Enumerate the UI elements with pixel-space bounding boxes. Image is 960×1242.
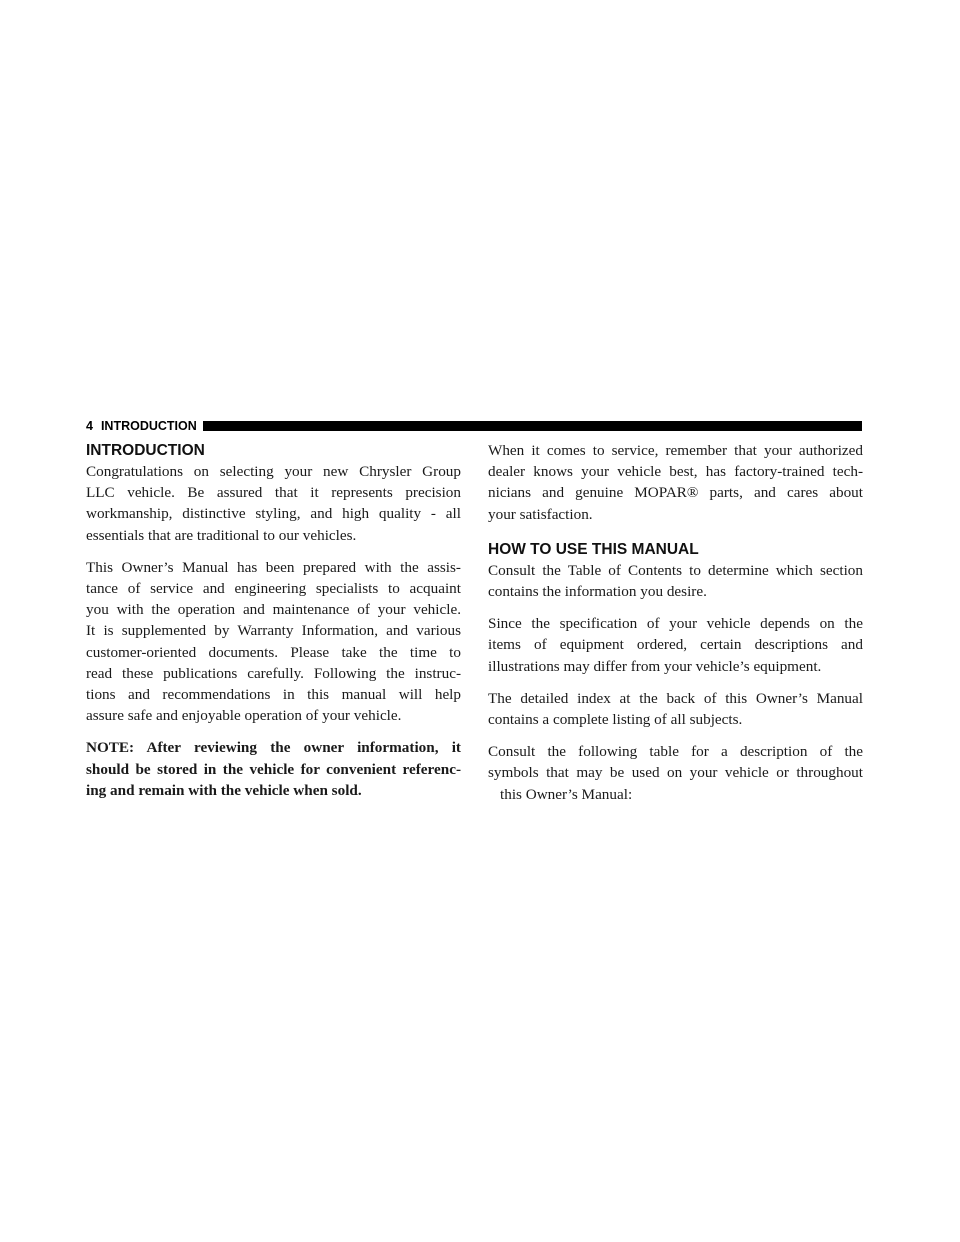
index-paragraph: The detailed index at the back of this Owner’s Manual contains a complete listing of all subjects. xyxy=(488,689,863,729)
left-column xyxy=(86,440,461,812)
service-paragraph: When it comes to service, remember that your authorized dealer knows your vehicle best, has factory-trained tech- nicians and genuine MOPAR® parts, and cares about your satisfaction. xyxy=(488,442,863,523)
specification-paragraph: Since the specification of your vehicle depends on the items of equipment ordered, certain descriptions and illustrations may differ from your vehicle’s equipment. xyxy=(488,615,863,675)
toc-paragraph: Consult the Table of Contents to determine which section contains the information you desire. xyxy=(488,561,863,601)
intro-heading: INTRODUCTION xyxy=(86,442,205,459)
page-number: 4 xyxy=(86,419,93,433)
running-header xyxy=(86,418,862,434)
note-paragraph: NOTE: After reviewing the owner information, it should be stored in the vehicle for convenient referenc- ing and remain with the vehicle when sold. xyxy=(86,739,461,799)
intro-paragraph-1: Congratulations on selecting your new Chrysler Group LLC vehicle. Be assured that it represents precision workmanship, distinctive styling, and high quality - all essentials that are traditional to our vehicles. xyxy=(86,463,461,544)
symbols-paragraph: Consult the following table for a description of the symbols that may be used on your vehicle or throughout this Owner’s Manual: xyxy=(488,743,863,803)
section-title: INTRODUCTION xyxy=(100,419,197,433)
intro-paragraph-2: This Owner’s Manual has been prepared with the assis- tance of service and engineering specialists to acquaint you with the operation and maintenance of your vehicle. It is supplemented by Warranty Information, and various customer-oriented documents. Please take the time to read these publications carefully. Following the instruc- tions and recommendations in this manual will help assure safe and enjoyable operation of your vehicle. xyxy=(86,558,461,725)
how-to-use-heading: HOW TO USE THIS MANUAL xyxy=(488,540,699,558)
header-rule xyxy=(203,421,862,431)
right-column xyxy=(488,440,863,816)
